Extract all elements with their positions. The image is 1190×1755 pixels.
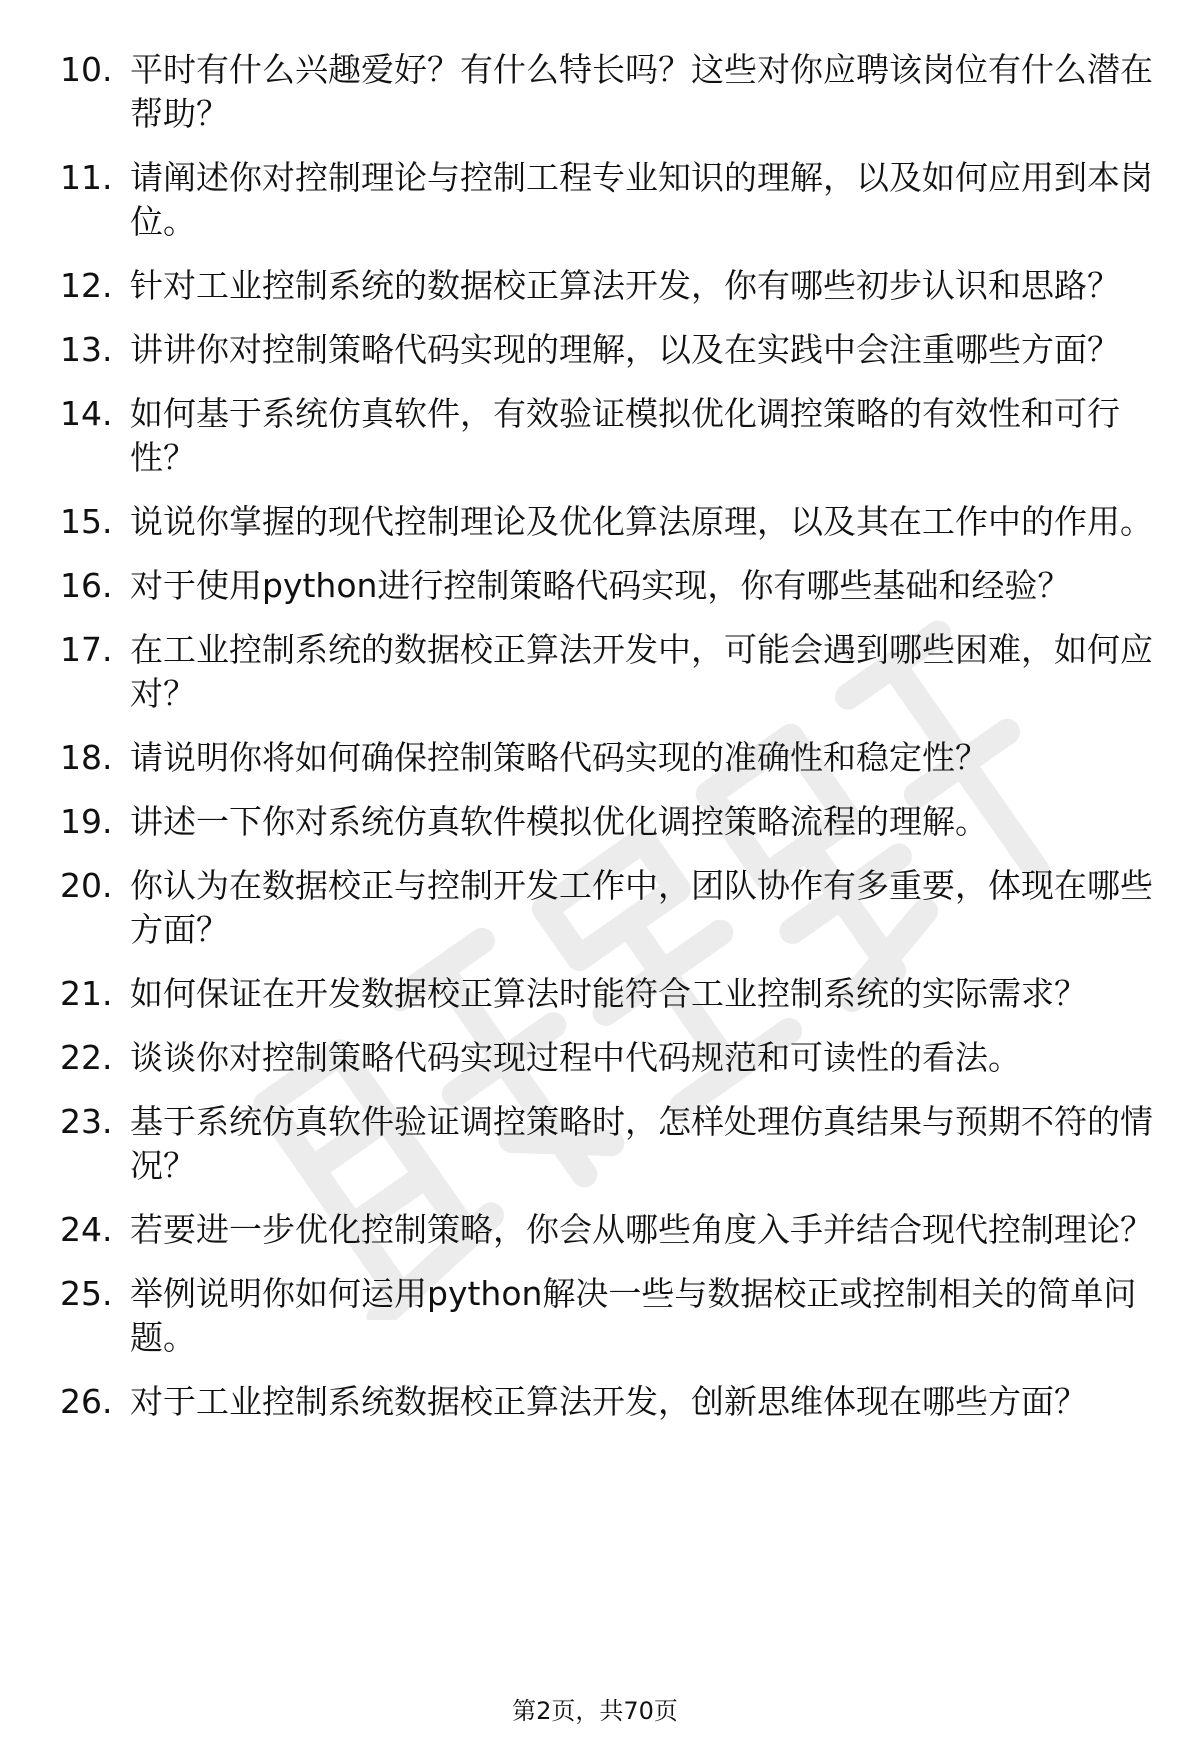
question-item [60,328,1160,372]
question-number: 21. [60,974,113,1013]
question-item [60,864,1160,952]
question-number: 18. [60,738,113,777]
question-item [60,564,1160,608]
question-text: 讲述一下你对系统仿真软件模拟优化调控策略流程的理解。 [130,802,988,841]
question-text: 平时有什么兴趣爱好？有什么特长吗？这些对你应聘该岗位有什么潜在帮助？ [130,50,1153,133]
question-number: 20. [60,866,113,905]
question-text: 针对工业控制系统的数据校正算法开发，你有哪些初步认识和思路？ [130,266,1120,305]
question-item [60,156,1160,244]
question-list [60,48,1160,1444]
question-number: 26. [60,1382,113,1421]
question-number: 10. [60,50,113,89]
question-text: 请说明你将如何确保控制策略代码实现的准确性和稳定性？ [130,738,988,777]
question-text: 对于使用python进行控制策略代码实现，你有哪些基础和经验？ [130,566,1071,605]
question-number: 17. [60,630,113,669]
question-number: 12. [60,266,113,305]
question-text: 请阐述你对控制理论与控制工程专业知识的理解，以及如何应用到本岗位。 [130,158,1153,241]
question-text: 在工业控制系统的数据校正算法开发中，可能会遇到哪些困难，如何应对？ [130,630,1153,713]
question-item [60,1208,1160,1252]
question-number: 16. [60,566,113,605]
question-number: 22. [60,1038,113,1077]
question-item [60,264,1160,308]
question-item [60,500,1160,544]
question-number: 13. [60,330,113,369]
question-text: 如何保证在开发数据校正算法时能符合工业控制系统的实际需求？ [130,974,1087,1013]
page-indicator: 第2页，共70页 [512,1697,678,1725]
question-item [60,800,1160,844]
question-text: 你认为在数据校正与控制开发工作中，团队协作有多重要，体现在哪些方面？ [130,866,1153,949]
question-number: 24. [60,1210,113,1249]
question-number: 25. [60,1274,113,1313]
question-number: 14. [60,394,113,433]
question-number: 11. [60,158,113,197]
question-text: 说说你掌握的现代控制理论及优化算法原理，以及其在工作中的作用。 [130,502,1153,541]
question-item [60,392,1160,480]
question-item [60,1272,1160,1360]
question-item [60,1100,1160,1188]
question-item [60,628,1160,716]
question-text: 如何基于系统仿真软件，有效验证模拟优化调控策略的有效性和可行性？ [130,394,1120,477]
question-text: 若要进一步优化控制策略，你会从哪些角度入手并结合现代控制理论？ [130,1210,1153,1249]
question-item [60,972,1160,1016]
question-number: 19. [60,802,113,841]
question-text: 谈谈你对控制策略代码实现过程中代码规范和可读性的看法。 [130,1038,1021,1077]
question-text: 讲讲你对控制策略代码实现的理解，以及在实践中会注重哪些方面？ [130,330,1120,369]
question-item [60,736,1160,780]
question-item [60,1036,1160,1080]
question-text: 举例说明你如何运用python解决一些与数据校正或控制相关的简单问题。 [130,1274,1137,1357]
question-number: 15. [60,502,113,541]
question-item [60,48,1160,136]
question-text: 基于系统仿真软件验证调控策略时，怎样处理仿真结果与预期不符的情况？ [130,1102,1153,1185]
question-number: 23. [60,1102,113,1141]
question-text: 对于工业控制系统数据校正算法开发，创新思维体现在哪些方面？ [130,1382,1087,1421]
question-item [60,1380,1160,1424]
